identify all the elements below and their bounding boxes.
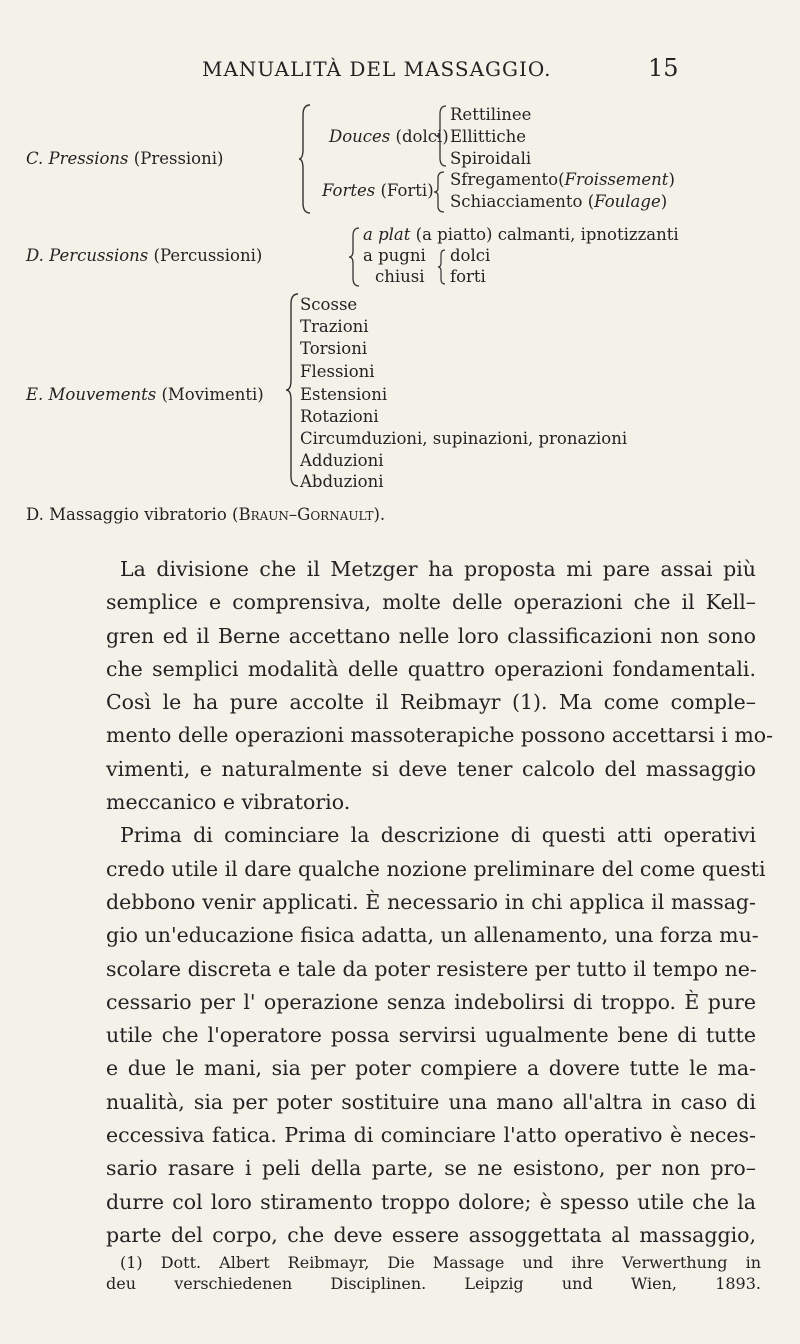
body-line-10: debbono venir applicati. È necessario in chi applica il massag- <box>106 889 756 914</box>
fortes-item-foulage <box>450 191 667 213</box>
mouvements-label-it: (Movimenti) <box>161 385 264 404</box>
douces-label <box>329 126 449 148</box>
mouvements-brace <box>286 292 300 488</box>
body-line-1: semplice e comprensiva, molte delle operazioni che il Kell– <box>106 590 756 615</box>
fortes-label-fr: Fortes <box>322 181 376 200</box>
mouvements-item-1: Trazioni <box>300 317 369 336</box>
fortes-item-froissement <box>450 169 675 191</box>
douces-item-2: Spiroidali <box>450 149 532 168</box>
percussions-row-plat-b: (a piatto) calmanti, ipnotizzanti <box>415 225 679 244</box>
fortes-item-foulage-fr: Foulage <box>594 192 661 211</box>
pressions-label-it: (Pressioni) <box>133 149 224 168</box>
fortes-item-foulage-suffix: ) <box>660 192 668 211</box>
percussions-row-pugni-b: dolci <box>450 246 491 265</box>
body-line-20: parte del corpo, che deve essere assoggettata al massaggio, <box>106 1222 756 1247</box>
running-head-title: MANUALITÀ DEL MASSAGGIO. <box>202 57 552 81</box>
pressions-brace <box>299 103 313 215</box>
mouvements-item-5: Rotazioni <box>300 407 379 426</box>
pressions-label-fr: C. Pressions <box>26 149 129 168</box>
body-text <box>106 553 774 1252</box>
mouvements-item-4: Estensioni <box>300 385 388 404</box>
body-line-11: gio un'educazione fisica adatta, un allenamento, una forza mu- <box>106 923 759 948</box>
body-line-13: cessario per l' operazione senza indebolirsi di troppo. È pure <box>106 989 756 1014</box>
fortes-item-froissement-fr: Froissement <box>564 170 669 189</box>
fortes-item-froissement-suffix: ) <box>668 170 675 189</box>
body-line-2: gren ed il Berne accettano nelle loro classificazioni non sono <box>106 623 756 648</box>
percussions-inner-brace <box>437 248 447 286</box>
percussions-label <box>26 245 262 267</box>
mouvements-item-0: Scosse <box>300 295 358 314</box>
body-line-17: eccessiva fatica. Prima di cominciare l'atto operativo è neces- <box>106 1123 756 1148</box>
douces-brace <box>436 104 448 168</box>
percussions-row-pugni-a: a pugni <box>363 246 426 265</box>
body-line-9: credo utile il dare qualche nozione preliminare del come questi <box>106 856 766 881</box>
body-line-8: Prima di cominciare la descrizione di questi atti operativi <box>120 823 756 848</box>
douces-item-0: Rettilinee <box>450 105 532 124</box>
body-line-3: che semplici modalità delle quattro operazioni fondamentali. <box>106 656 756 681</box>
douces-label-it: (dolci) <box>395 127 449 146</box>
mouvements-label-fr: E. Mouvements <box>26 385 157 404</box>
douces-label-fr: Douces <box>329 127 391 146</box>
body-line-16: nualità, sia per poter sostituire una mano all'altra in caso di <box>106 1089 756 1114</box>
body-line-19: durre col loro stiramento troppo dolore; è spesso utile che la <box>106 1189 756 1214</box>
page-number: 15 <box>648 54 679 82</box>
pressions-label <box>26 148 223 170</box>
fortes-brace <box>434 170 446 214</box>
vibratorio-text: D. Massaggio vibratorio ( <box>26 505 239 524</box>
footnote-line-2: deu verschiedenen Disciplinen. Leipzig und Wien, 1893. <box>106 1274 761 1293</box>
fortes-item-foulage-prefix: Schiacciamento ( <box>450 192 595 211</box>
mouvements-item-6: Circumduzioni, supinazioni, pronazioni <box>300 429 628 448</box>
vibratorio-suffix: ). <box>373 505 386 524</box>
footnote-line-1: (1) Dott. Albert Reibmayr, Die Massage und ihre Verwerthung in <box>120 1253 761 1272</box>
body-line-12: scolare discreta e tale da poter resistere per tutto il tempo ne- <box>106 956 757 981</box>
percussions-row-chiusi-b: forti <box>450 267 486 286</box>
vibratorio-authors: Braun–Gornault <box>238 505 374 524</box>
fortes-label-it: (Forti) <box>380 181 434 200</box>
percussions-row-plat-a: a plat <box>363 225 411 244</box>
footnote <box>106 1252 761 1294</box>
percussions-row-chiusi-a: chiusi <box>375 267 425 286</box>
fortes-label <box>322 180 434 202</box>
body-line-6: vimenti, e naturalmente si deve tener calcolo del massaggio <box>106 756 756 781</box>
percussions-label-it: (Percussioni) <box>153 246 263 265</box>
mouvements-item-7: Adduzioni <box>300 451 384 470</box>
douces-item-1: Ellittiche <box>450 127 527 146</box>
vibratorio-line <box>26 504 385 526</box>
mouvements-item-3: Flessioni <box>300 362 375 381</box>
body-line-7: meccanico e vibratorio. <box>106 790 351 815</box>
mouvements-label <box>26 384 264 406</box>
body-line-15: e due le mani, sia per poter compiere a dovere tutte le ma- <box>106 1056 756 1081</box>
percussions-row-plat <box>363 224 679 246</box>
percussions-label-fr: D. Percussions <box>26 246 149 265</box>
mouvements-item-2: Torsioni <box>300 339 368 358</box>
body-line-5: mento delle operazioni massoterapiche possono accettarsi i mo- <box>106 723 774 748</box>
mouvements-item-8: Abduzioni <box>300 472 384 491</box>
body-line-18: sario rasare i peli della parte, se ne esistono, per non pro– <box>106 1156 756 1181</box>
percussions-brace <box>349 226 361 288</box>
body-line-0: La divisione che il Metzger ha proposta mi pare assai più <box>120 557 756 581</box>
body-line-4: Così le ha pure accolte il Reibmayr (1). Ma come comple– <box>106 690 756 715</box>
body-line-14: utile che l'operatore possa servirsi ugualmente bene di tutte <box>106 1023 756 1048</box>
fortes-item-froissement-prefix: Sfregamento( <box>450 170 565 189</box>
